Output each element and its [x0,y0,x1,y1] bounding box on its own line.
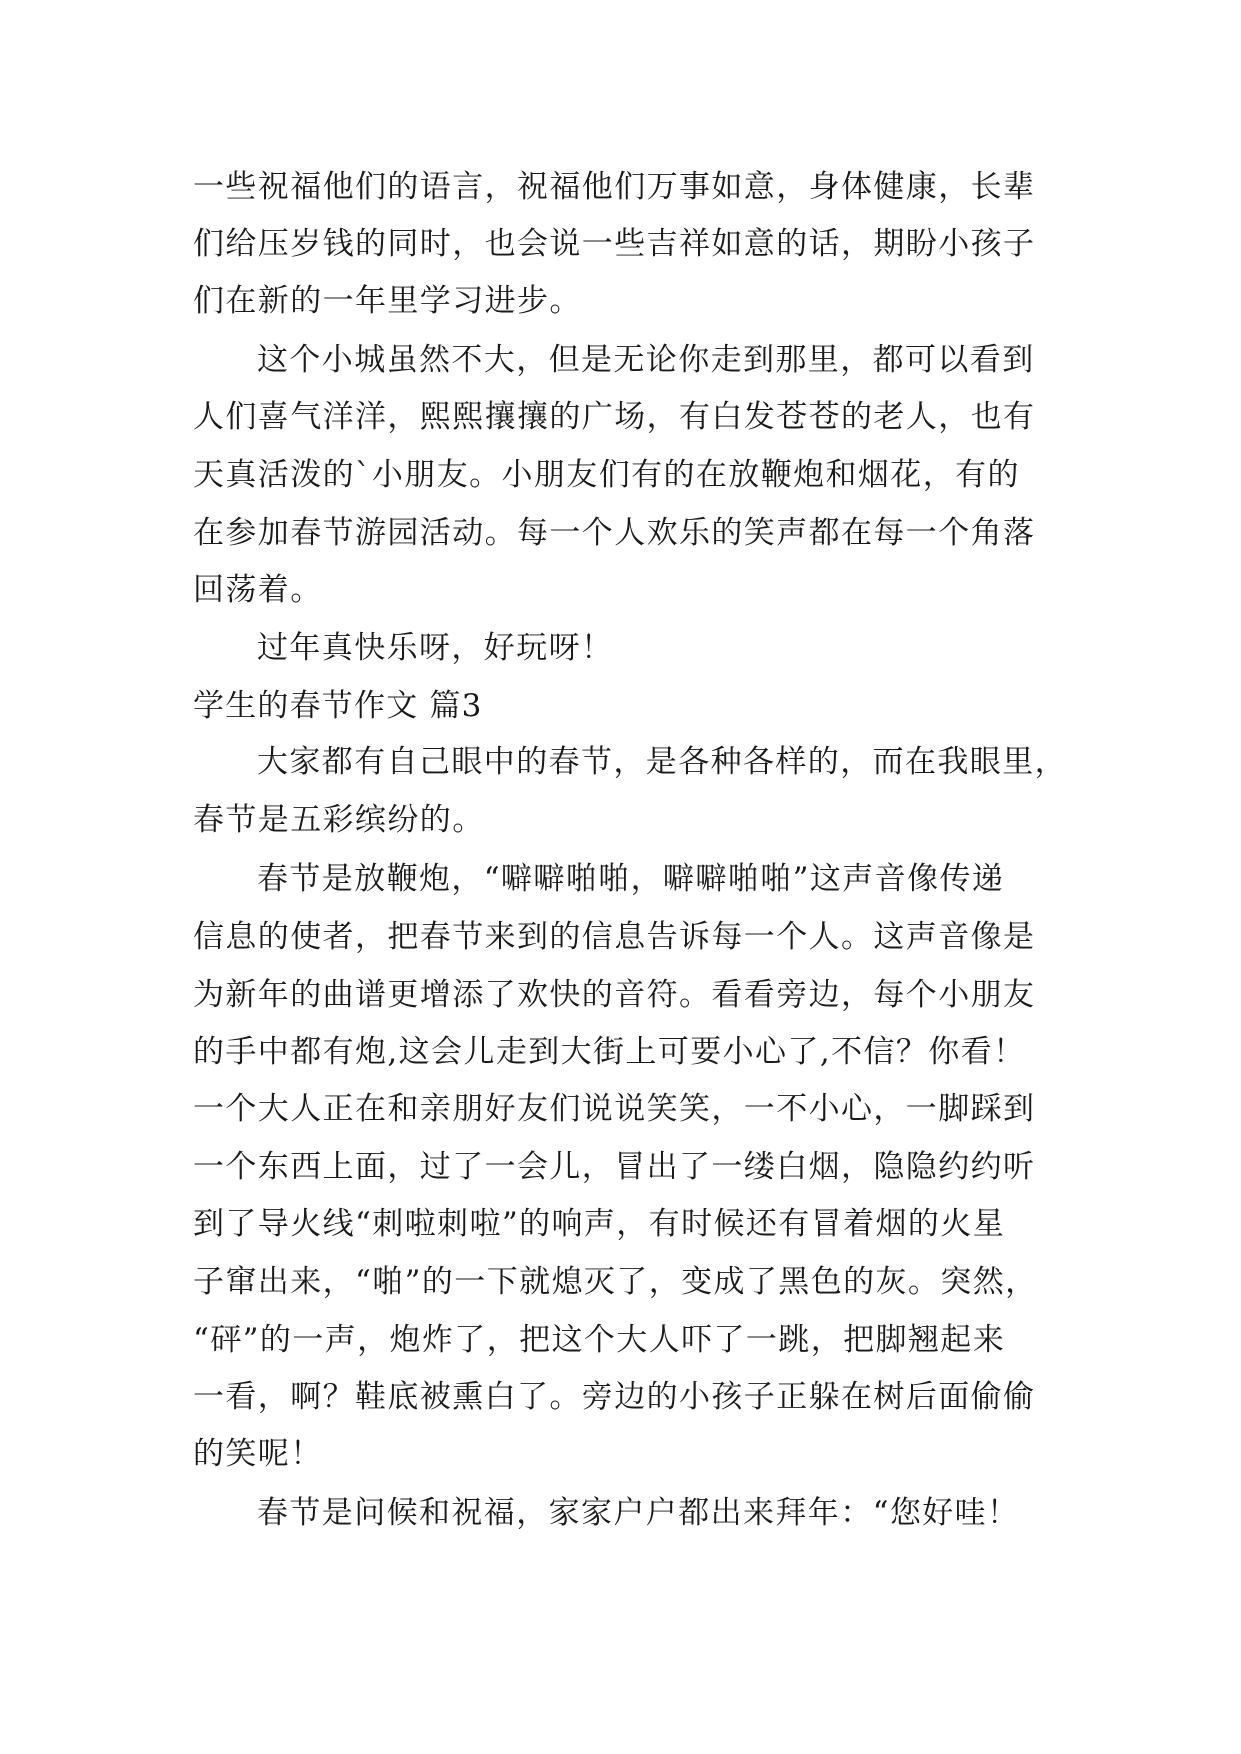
paragraph-line: 在参加春节游园活动。每一个人欢乐的笑声都在每一个角落 [193,515,1036,551]
paragraph-line: 大家都有自己眼中的春节，是各种各样的，而在我眼里， [257,744,1067,780]
paragraph-line: 到了导火线“刺啦刺啦”的响声，有时候还有冒着烟的火星 [193,1206,1006,1242]
paragraph-line: 春节是问候和祝福，家家户户都出来拜年：“您好哇！ [257,1495,1020,1531]
paragraph-line: 人们喜气洋洋，熙熙攘攘的广场，有白发苍苍的老人，也有 [193,399,1036,435]
paragraph-line: 们在新的一年里学习进步。 [193,283,582,319]
paragraph-line: 信息的使者，把春节来到的信息告诉每一个人。这声音像是 [193,919,1036,955]
paragraph-line: 为新年的曲谱更增添了欢快的音符。看看旁边，每个小朋友 [193,977,1036,1013]
paragraph-line: 的手中都有炮,这会儿走到大街上可要小心了,不信？你看！ [193,1034,1026,1070]
paragraph-line: 的笑呢！ [193,1436,323,1472]
paragraph-line: 们给压岁钱的同时，也会说一些吉祥如意的话，期盼小孩子 [193,226,1036,262]
paragraph-line: 一个大人正在和亲朋好友们说说笑笑，一不小心，一脚踩到 [193,1091,1036,1127]
section-heading: 学生的春节作文 篇3 [193,688,483,724]
paragraph-line: 这个小城虽然不大，但是无论你走到那里，都可以看到 [257,342,1035,378]
paragraph-line: “砰”的一声，炮炸了，把这个大人吓了一跳，把脚翘起来 [193,1322,1006,1358]
paragraph-line: 一些祝福他们的语言，祝福他们万事如意，身体健康，长辈 [193,169,1036,205]
paragraph-line: 天真活泼的`小朋友。小朋友们有的在放鞭炮和烟花，有的 [193,457,1020,493]
paragraph-line: 一看，啊？鞋底被熏白了。旁边的小孩子正躲在树后面偷偷 [193,1379,1036,1415]
paragraph-line: 春节是放鞭炮，“噼噼啪啪，噼噼啪啪”这声音像传递 [257,861,1005,897]
paragraph-line: 子窜出来，“啪”的一下就熄灭了，变成了黑色的灰。突然， [193,1264,1038,1300]
paragraph-line: 春节是五彩缤纷的。 [193,802,485,838]
paragraph-line: 回荡着。 [193,572,323,608]
paragraph-line: 过年真快乐呀，好玩呀！ [257,630,614,666]
paragraph-line: 一个东西上面，过了一会儿，冒出了一缕白烟，隐隐约约听 [193,1149,1036,1185]
